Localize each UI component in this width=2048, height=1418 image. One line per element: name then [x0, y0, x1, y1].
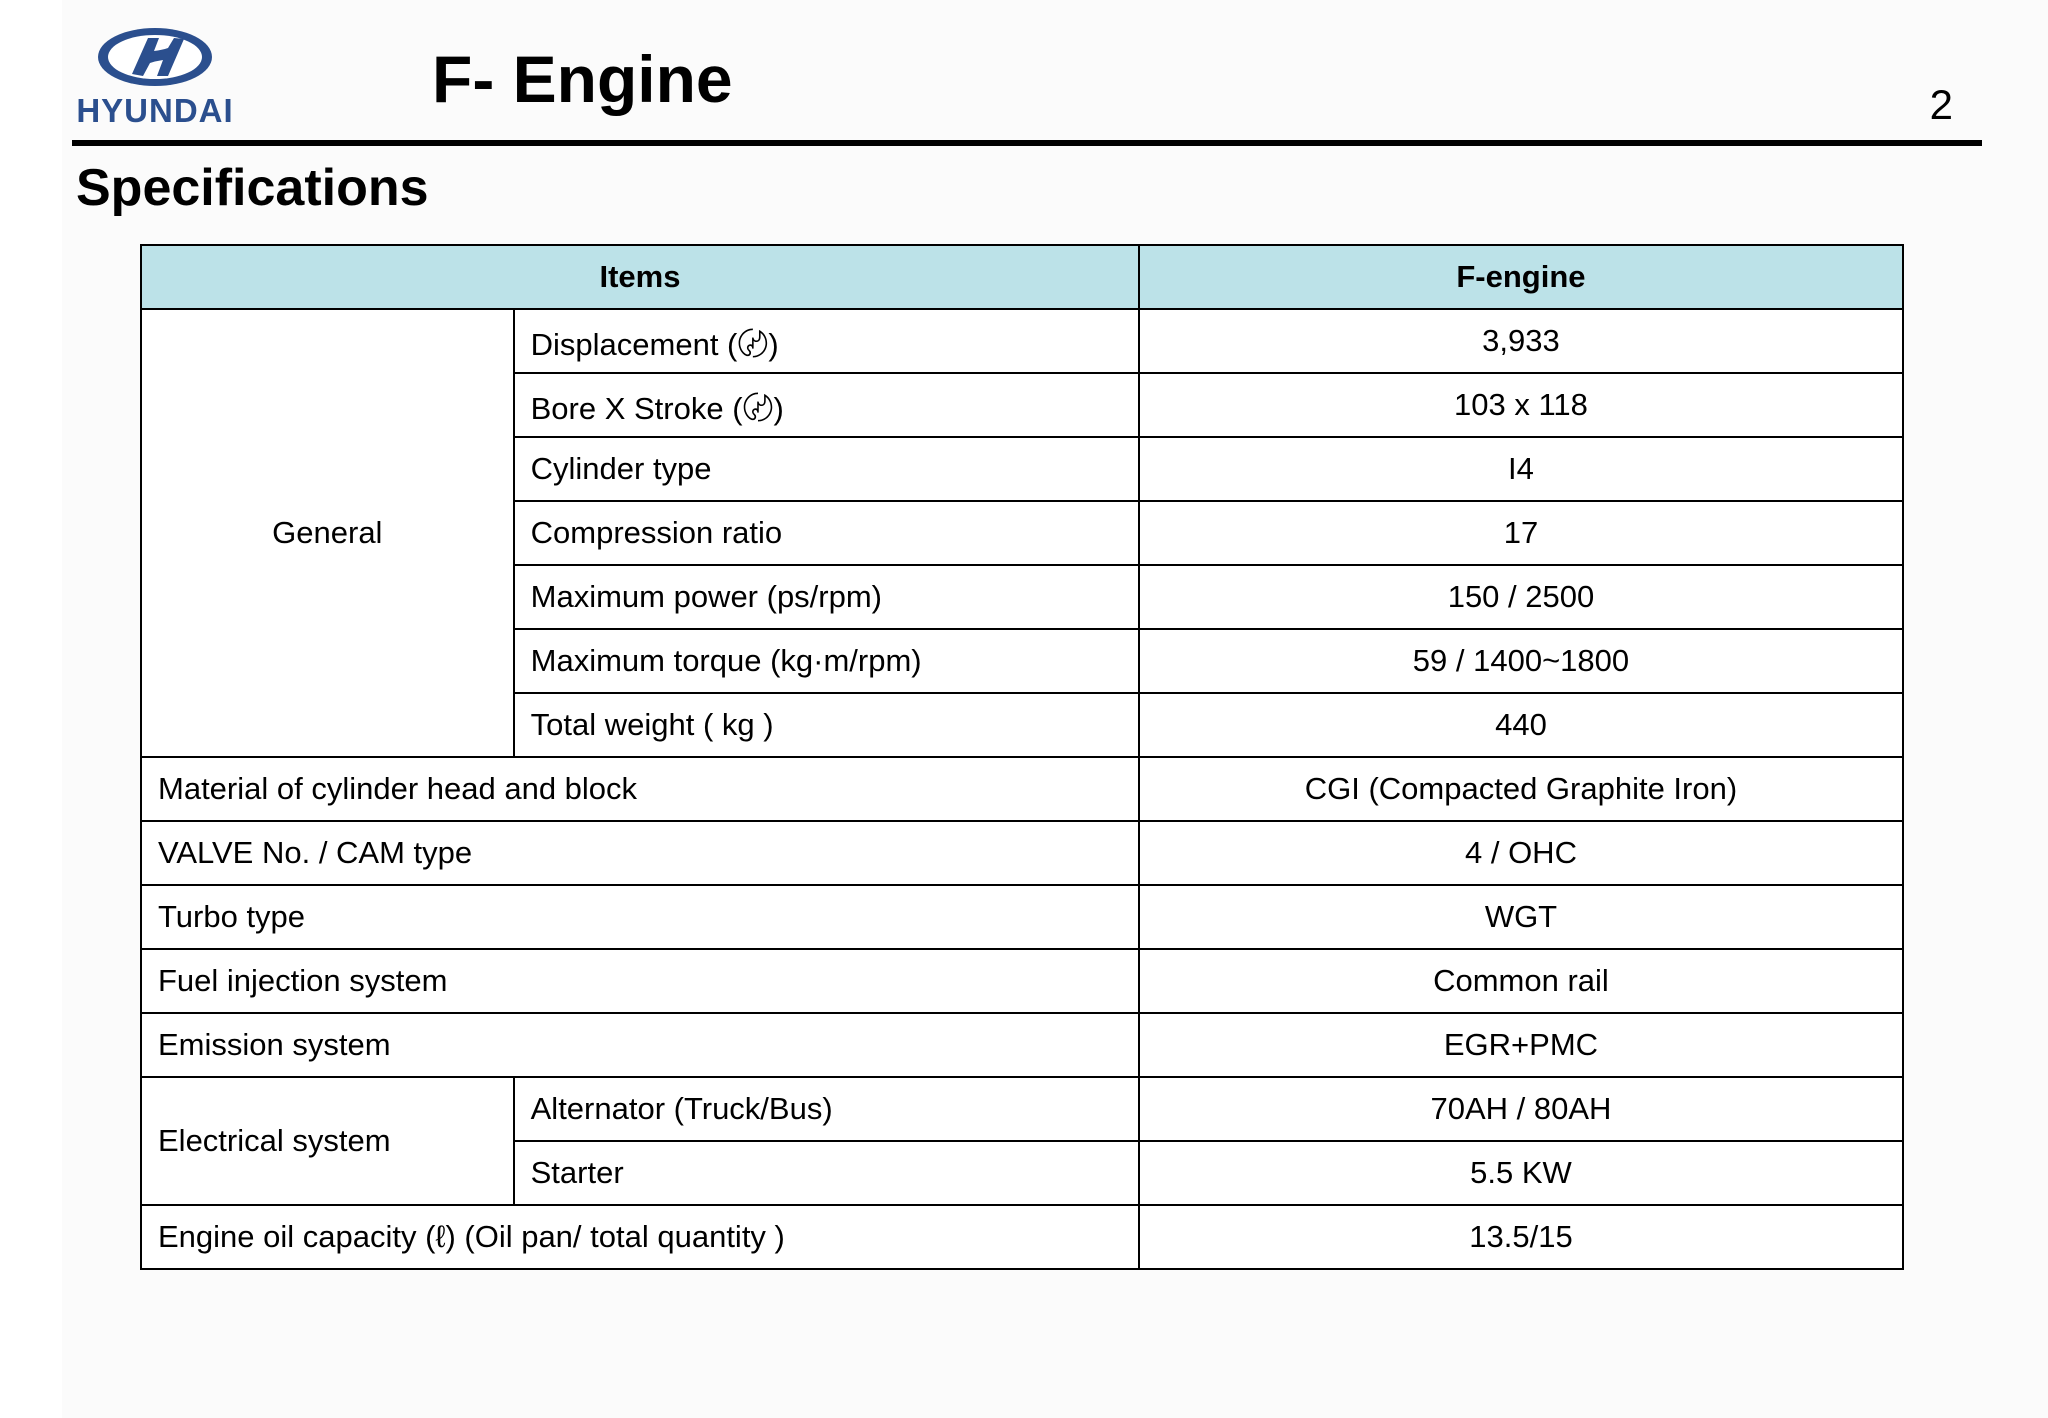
item-cell: Maximum torque (kg·m/rpm) — [514, 629, 1139, 693]
table-row — [141, 309, 1903, 373]
value-cell: EGR+PMC — [1139, 1013, 1903, 1077]
table-row — [141, 1205, 1903, 1269]
item-cell: Compression ratio — [514, 501, 1139, 565]
item-cell: Alternator (Truck/Bus) — [514, 1077, 1139, 1141]
table-row — [141, 885, 1903, 949]
value-cell: 17 — [1139, 501, 1903, 565]
value-cell: 440 — [1139, 693, 1903, 757]
header-items: Items — [141, 245, 1139, 309]
value-cell: 13.5/15 — [1139, 1205, 1903, 1269]
value-cell: 4 / OHC — [1139, 821, 1903, 885]
page-number: 2 — [1929, 81, 1953, 128]
section-title: Specifications — [76, 159, 429, 217]
value-cell: I4 — [1139, 437, 1903, 501]
item-cell: Emission system — [141, 1013, 1139, 1077]
page-title: F- Engine — [432, 42, 733, 116]
item-cell: Displacement (〄) — [514, 309, 1139, 373]
header-f-engine: F-engine — [1139, 245, 1903, 309]
logo-wordmark: HYUNDAI — [76, 92, 234, 129]
value-cell: 150 / 2500 — [1139, 565, 1903, 629]
value-cell: 70AH / 80AH — [1139, 1077, 1903, 1141]
value-cell: WGT — [1139, 885, 1903, 949]
item-cell: Engine oil capacity (ℓ) (Oil pan/ total quantity ) — [141, 1205, 1139, 1269]
table-row — [141, 757, 1903, 821]
item-cell: Fuel injection system — [141, 949, 1139, 1013]
value-cell: 103 x 118 — [1139, 373, 1903, 437]
group-label-electrical: Electrical system — [141, 1077, 514, 1205]
item-cell: Cylinder type — [514, 437, 1139, 501]
item-cell: Bore X Stroke (〄) — [514, 373, 1139, 437]
value-cell: 3,933 — [1139, 309, 1903, 373]
item-cell: Maximum power (ps/rpm) — [514, 565, 1139, 629]
hyundai-logo — [70, 26, 240, 130]
header-divider — [72, 140, 1982, 146]
table-row — [141, 821, 1903, 885]
specifications-table — [140, 244, 1904, 1270]
table-row — [141, 1077, 1903, 1141]
hyundai-emblem-icon — [96, 26, 214, 88]
value-cell: 59 / 1400~1800 — [1139, 629, 1903, 693]
item-cell: Material of cylinder head and block — [141, 757, 1139, 821]
value-cell: Common rail — [1139, 949, 1903, 1013]
item-cell: VALVE No. / CAM type — [141, 821, 1139, 885]
item-cell: Turbo type — [141, 885, 1139, 949]
value-cell: CGI (Compacted Graphite Iron) — [1139, 757, 1903, 821]
table-row — [141, 1013, 1903, 1077]
table-header-row — [141, 245, 1903, 309]
item-cell: Total weight ( kg ) — [514, 693, 1139, 757]
value-cell: 5.5 KW — [1139, 1141, 1903, 1205]
table-row — [141, 949, 1903, 1013]
item-cell: Starter — [514, 1141, 1139, 1205]
group-label-general: General — [141, 309, 514, 757]
